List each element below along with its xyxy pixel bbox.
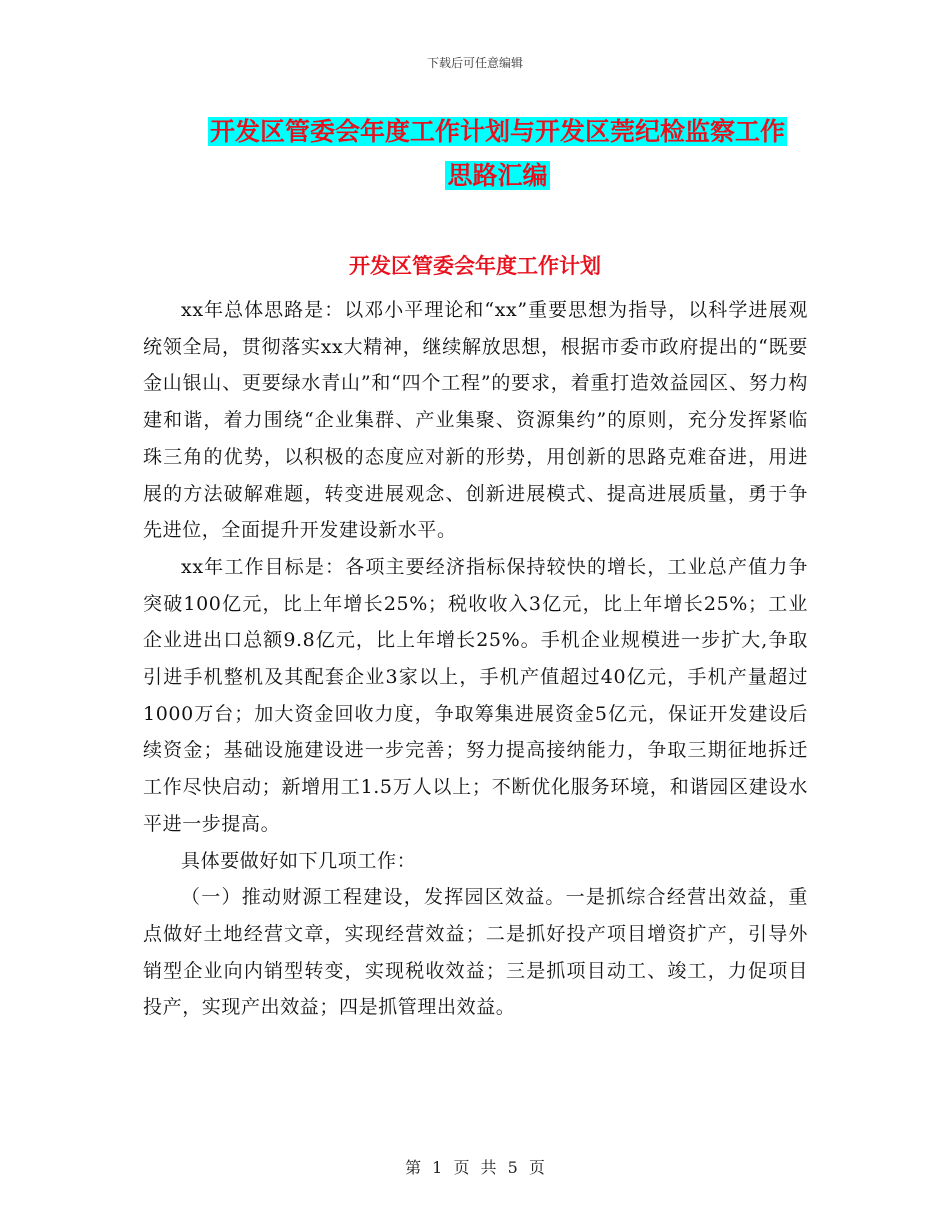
paragraph-tasks-intro: 具体要做好如下几项工作： <box>181 849 417 872</box>
section-title: 开发区管委会年度工作计划 <box>349 254 601 278</box>
page-number: 第 1 页 共 5 页 <box>405 1158 545 1177</box>
document-title-line-1: 开发区管委会年度工作计划与开发区莞纪检监察工作 <box>209 117 785 146</box>
document-title-line-2: 思路汇编 <box>447 161 548 190</box>
page-header-note: 下载后可任意编辑 <box>426 56 523 70</box>
document-title <box>150 110 845 198</box>
document-body <box>143 292 808 1026</box>
paragraph-overall-approach: xx年总体思路是：以邓小平理论和“xx”重要思想为指导，以科学进展观统领全局，贯彻落实xx大精神，继续解放思想，根据市委市政府提出的“既要金山银山、更要绿水青山”和“四个工程”的要求，着重打造效益园区、努力构建和谐，着力围绕“企业集群、产业集聚、资源集约”的原则，充分发挥紧临珠三角的优势，以积极的态度应对新的形势，用创新的思路克难奋进，用进展的方法破解难题，转变进展观念、创新进展模式、提高进展质量，勇于争先进位，全面提升开发建设新水平。 <box>143 299 808 542</box>
paragraph-task-one: （一）推动财源工程建设，发挥园区效益。一是抓综合经营出效益，重点做好土地经营文章，实现经营效益；二是抓好投产项目增资扩产，引导外销型企业向内销型转变，实现税收效益；三是抓项目动工、竣工，力促项目投产，实现产出效益；四是抓管理出效益。 <box>143 886 808 1019</box>
paragraph-work-goals: xx年工作目标是：各项主要经济指标保持较快的增长，工业总产值力争突破100亿元，比上年增长25%；税收收入3亿元，比上年增长25%；工业企业进出口总额9.8亿元，比上年增长25%。手机企业规模进一步扩大,争取引进手机整机及其配套企业3家以上，手机产值超过40亿元，手机产量超过1000万台；加大资金回收力度，争取筹集进展资金5亿元，保证开发建设后续资金；基础设施建设进一步完善；努力提高接纳能力，争取三期征地拆迁工作尽快启动；新增用工1.5万人以上；不断优化服务环境，和谐园区建设水平进一步提高。 <box>143 555 808 835</box>
